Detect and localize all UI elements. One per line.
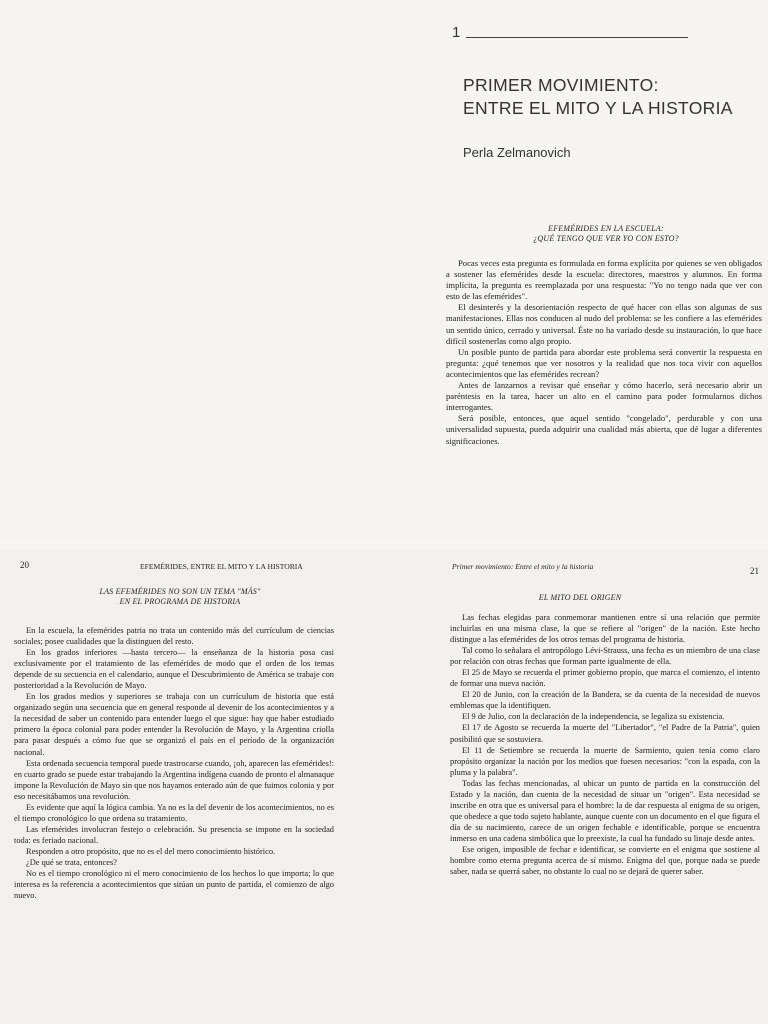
section-line-1: LAS EFEMÉRIDES NO SON UN TEMA "MÁS": [99, 587, 261, 596]
paragraph: Tal como lo señalara el antropólogo Lévi-Strauss, una fecha es un miembro de una clase por relación con otras fechas que forman parte igualmente de ella.: [450, 646, 760, 667]
paragraph: Antes de lanzarnos a revisar qué enseñar y cómo hacerlo, será necesario abrir un paréntesis en la tarea, hacer un alto en el camino para poder formularnos dichos interrogantes.: [446, 380, 762, 413]
paragraph: Responden a otro propósito, que no es el del mero conocimiento histórico.: [26, 846, 276, 856]
paragraph: El 11 de Setiembre se recuerda la muerte de Sarmiento, quien tenía como claro propósito organizar la nación por los medios que fuesen necesarios: "con la espada, con la pluma y la palabra".: [450, 745, 760, 777]
paragraph: Esta ordenada secuencia temporal puede trastrocarse cuando, ¡oh, aparecen las efemérides!: en cuarto grado se puede estar trabajando la Argentina indígena cuando de pronto el almanaque impone la Revolución de Mayo sin que nos hayamos enterado aún de que fuimos colonia y por eso necesitábamos una revolución.: [14, 758, 334, 801]
paragraph: Es evidente que aquí la lógica cambia. Ya no es la del devenir de los acontecimientos, no es el tiempo cronológico lo que ordena su tratamiento.: [14, 802, 334, 823]
paragraph: Las efemérides involucran festejo o celebración. Su presencia se impone en la sociedad toda: es feriado nacional.: [14, 824, 334, 845]
section-heading-2: [60, 587, 300, 607]
paragraph: ¿De qué se trata, entonces?: [26, 857, 117, 867]
paragraph: El 20 de Junio, con la creación de la Bandera, se da cuenta de la necesidad de nuevos emblemas que la identifiquen.: [450, 690, 760, 711]
paragraph: El 25 de Mayo se recuerda el primer gobierno propio, que marca el comienzo, el intento de formar una nueva nación.: [450, 668, 760, 689]
page-21-body: [450, 612, 760, 877]
chapter-rule: [466, 37, 688, 38]
author-name: Perla Zelmanovich: [463, 145, 571, 160]
page-number-21: 21: [750, 566, 759, 576]
running-head-right: Primer movimiento: Entre el mito y la historia: [452, 562, 594, 571]
section-line-2: ¿QUÉ TENGO QUE VER YO CON ESTO?: [533, 234, 679, 243]
page-1-body: [446, 258, 762, 447]
paragraph: En la escuela, la efemérides patria no trata un contenido más del currículum de ciencias sociales; posee cualidades que la distinguen del resto.: [14, 626, 334, 647]
section-heading: [456, 224, 756, 244]
paragraph: Todas las fechas mencionadas, al ubicar un punto de partida en la construcción del Estado y la nación, dan cuenta de la necesidad de situar un "origen". Esta necesidad se inscribe en otra que es universal para el hombre: la de dar respuesta al enigma de su origen, que obedece a que todo sujeto hablante, aunque cuente con un documento en el que figura el día de su nacimiento, carece de un origen fechable e identificable, porque se encuentra inmerso en una cadena simbólica que lo preexiste, la cual ha fundado su linaje desde antes.: [450, 778, 760, 843]
paragraph: Ese origen, imposible de fechar e identificar, se convierte en el enigma que sostiene al hombre como eterna pregunta acerca de sí mismo. Enigma del que, porque nada se puede saber, nada se querrá saber, no obstante lo cual no se dejará de querer saber.: [450, 844, 760, 877]
chapter-number: 1: [452, 24, 461, 41]
title-line-2: ENTRE EL MITO Y LA HISTORIA: [463, 98, 733, 118]
paragraph: El desinterés y la desorientación respecto de qué hacer con ellas son algunas de sus manifestaciones. Ellas nos conducen al nudo del problema: se les confiere a las efemérides un sentido único, cerrado y universal. Éste no ha variado desde su instauración, lo que hace difícil sostenerlas como algo propio.: [446, 302, 762, 346]
paragraph: No es el tiempo cronológico ni el mero conocimiento de los hechos lo que importa; lo que interesa es la referencia a acontecimientos que sitúan un punto de partida, el comienzo de algo nuevo.: [14, 869, 334, 901]
paragraph: Un posible punto de partida para abordar este problema será convertir la respuesta en pregunta: ¿qué tenemos que ver nosotros y la realidad que nos toca vivir con aquellos acontecimientos que las efemérides recrean?: [446, 346, 762, 379]
section-heading-3: EL MITO DEL ORIGEN: [538, 593, 622, 602]
page-20-body: [14, 625, 334, 901]
paragraph: En los grados inferiores —hasta tercero— la enseñanza de la historia posa casi exclusivamente por el tratamiento de las efemérides de modo que el orden de los temas depende de su secuencia en el calendario, aunque el Descubrimiento de América se trabaje con posterioridad a la Revolución de Mayo.: [14, 648, 334, 691]
running-head-left: EFEMÉRIDES, ENTRE EL MITO Y LA HISTORIA: [140, 562, 303, 571]
paragraph: El 17 de Agosto se recuerda la muerte del "Libertador", "el Padre de la Patria", quien posibilitó que se sostuviera.: [450, 723, 760, 744]
section-line-2: EN EL PROGRAMA DE HISTORIA: [119, 597, 241, 606]
paragraph: El 9 de Julio, con la declaración de la independencia, se legaliza su existencia.: [462, 712, 725, 722]
paragraph: En los grados medios y superiores se trabaja con un currículum de historia que está organizado según una secuencia que en general responde al devenir de los acontecimientos y a la necesidad de saber un contenido para entender luego el que sigue: hay que haber estudiado primero la época colonial para poder entender la Revolución de Mayo, y la Argentina criolla para pasar después a cómo fue que se organizó el país en el período de la organización nacional.: [14, 692, 334, 757]
title-line-1: PRIMER MOVIMIENTO:: [463, 75, 659, 95]
page-number-20: 20: [20, 560, 29, 570]
chapter-title: [463, 74, 733, 120]
paragraph: Las fechas elegidas para conmemorar mantienen entre sí una relación que permite incluirlas en una misma clase, la que se refiere al "origen" de la nación. Este hecho distingue a las efemérides de los otros temas del programa de historia.: [450, 613, 760, 645]
paragraph: Pocas veces esta pregunta es formulada en forma explícita por quienes se ven obligados a sostener las efemérides desde la escuela: directores, maestros y alumnos. En forma implícita, la pregunta es reemplazada por una respuesta: "Yo no tengo nada que ver con esto de las efemérides".: [446, 258, 762, 302]
section-line-1: EFEMÉRIDES EN LA ESCUELA:: [548, 224, 664, 233]
paragraph: Será posible, entonces, que aquel sentido "congelado", perdurable y con una universalidad supuesta, pueda adquirir una cualidad más abierta, que dé lugar a diferentes significaciones.: [446, 413, 762, 446]
